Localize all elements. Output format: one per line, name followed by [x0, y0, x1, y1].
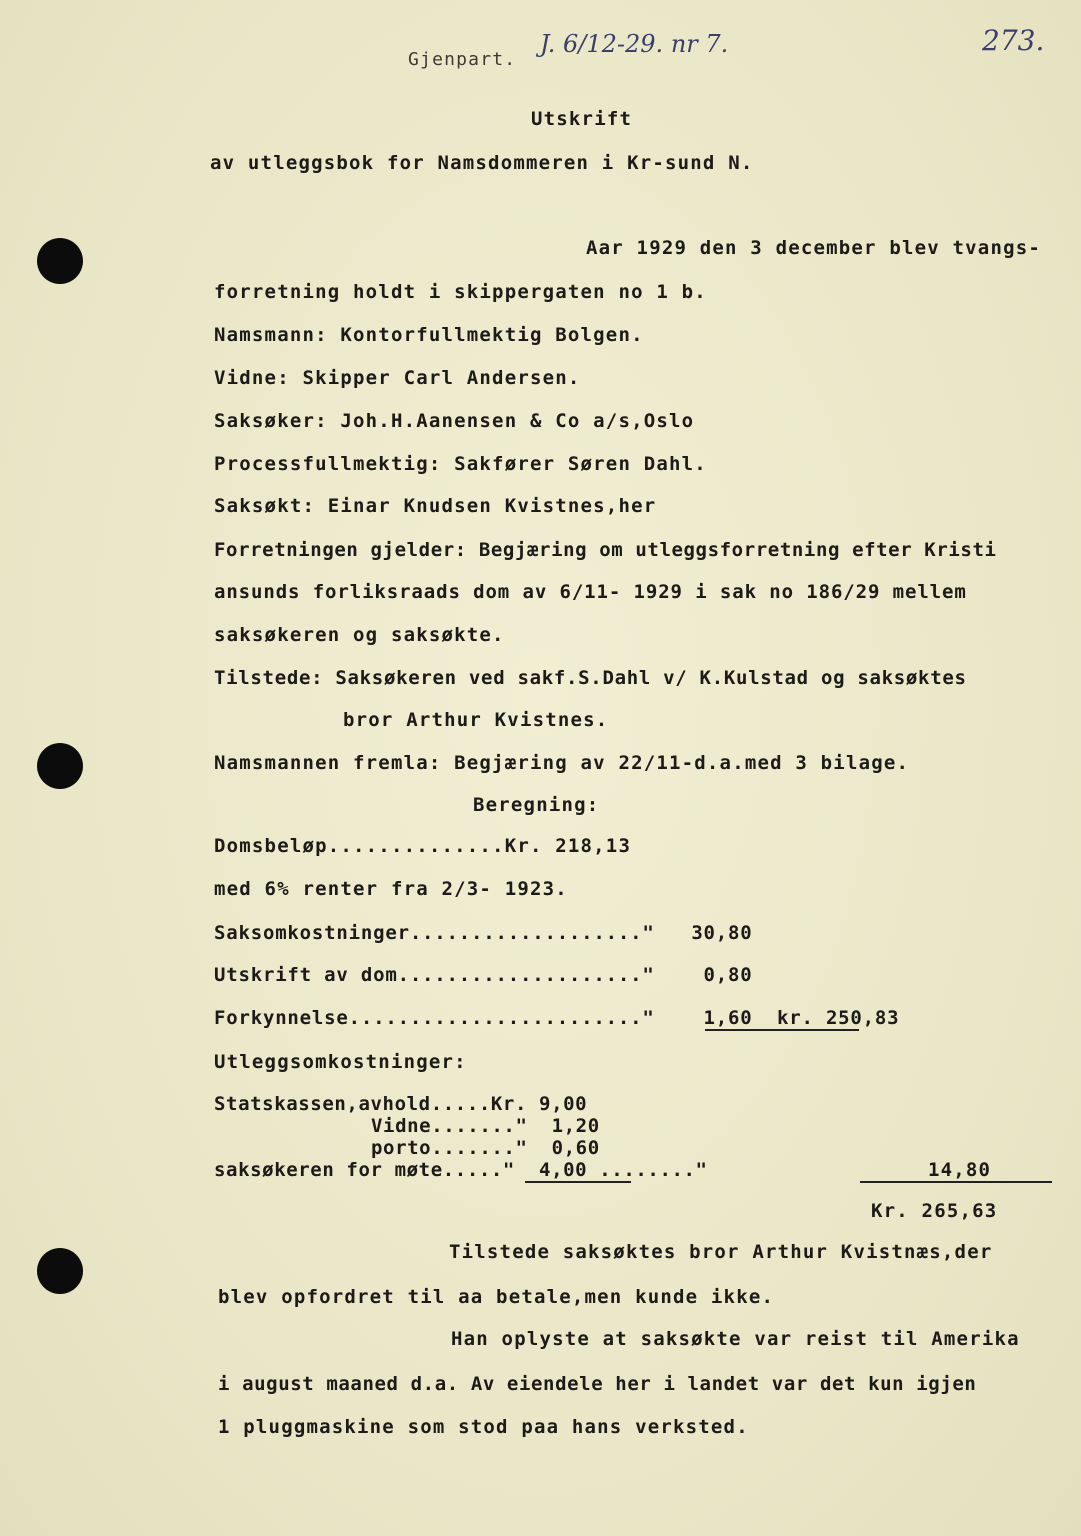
- field-fremla: Namsmannen fremla: Begjæring av 22/11-d.a.med 3 bilage.: [214, 752, 910, 774]
- field-vidne: Vidne: Skipper Carl Andersen.: [214, 367, 581, 389]
- utlegg-total: 14,80: [928, 1159, 992, 1181]
- field-forretning: ansunds forliksraads dom av 6/11- 1929 i sak no 186/29 mellem: [214, 581, 967, 603]
- field-namsmann: Namsmann: Kontorfullmektig Bolgen.: [214, 324, 644, 346]
- copy-label: Gjenpart.: [408, 49, 517, 70]
- utlegg-porto: porto......." 0,60: [371, 1137, 600, 1159]
- field-saksokt: Saksøkt: Einar Knudsen Kvistnes,her: [214, 495, 657, 517]
- subtotal-rule: [705, 1029, 859, 1031]
- total-rule: [860, 1181, 1052, 1183]
- calc-renter: med 6% renter fra 2/3- 1923.: [214, 878, 568, 900]
- calc-utskrift: Utskrift av dom...................." 0,80: [214, 964, 753, 986]
- calc-heading: Beregning:: [473, 794, 600, 816]
- utlegg-saksokeren: saksøkeren for møte....." 4,00 ........": [214, 1159, 708, 1181]
- closing-line: Han oplyste at saksøkte var reist til Amerika: [451, 1328, 1020, 1350]
- closing-line: i august maaned d.a. Av eiendele her i landet var det kun igjen: [218, 1373, 977, 1395]
- punch-hole: [37, 1248, 83, 1294]
- punch-hole: [37, 743, 83, 789]
- calc-saksomkostninger: Saksomkostninger..................." 30,80: [214, 922, 753, 944]
- calc-forkynnelse: Forkynnelse........................" 1,60 kr. 250,83: [214, 1007, 900, 1029]
- handwritten-reference: J. 6/12-29. nr 7.: [540, 30, 729, 58]
- utlegg-vidne: Vidne......." 1,20: [371, 1115, 600, 1137]
- intro-line: Aar 1929 den 3 december blev tvangs-: [586, 237, 1042, 259]
- utlegg-rule: [525, 1181, 631, 1183]
- document-title: Utskrift: [531, 108, 633, 130]
- intro-line: forretning holdt i skippergaten no 1 b.: [214, 281, 707, 303]
- field-forretning: Forretningen gjelder: Begjæring om utleggsforretning efter Kristi: [214, 539, 997, 561]
- calc-domsbelop: Domsbeløp..............Kr. 218,13: [214, 835, 632, 857]
- field-tilstede: Tilstede: Saksøkeren ved sakf.S.Dahl v/ K.Kulstad og saksøktes: [214, 667, 967, 689]
- page-number: 273.: [982, 24, 1045, 57]
- utlegg-statskassen: Statskassen,avhold.....Kr. 9,00: [214, 1093, 588, 1115]
- closing-line: Tilstede saksøktes bror Arthur Kvistnæs,der: [449, 1241, 993, 1263]
- grand-total: Kr. 265,63: [871, 1200, 998, 1222]
- document-subtitle: av utleggsbok for Namsdommeren i Kr-sund N.: [210, 152, 754, 174]
- closing-line: blev opfordret til aa betale,men kunde ikke.: [218, 1286, 775, 1308]
- closing-line: 1 pluggmaskine som stod paa hans verksted.: [218, 1416, 749, 1438]
- punch-hole: [37, 238, 83, 284]
- field-forretning: saksøkeren og saksøkte.: [214, 624, 505, 646]
- field-saksoker: Saksøker: Joh.H.Aanensen & Co a/s,Oslo: [214, 410, 695, 432]
- field-tilstede: bror Arthur Kvistnes.: [343, 709, 609, 731]
- utlegg-heading: Utleggsomkostninger:: [214, 1051, 467, 1073]
- field-prosessfullmektig: Processfullmektig: Sakfører Søren Dahl.: [214, 453, 707, 475]
